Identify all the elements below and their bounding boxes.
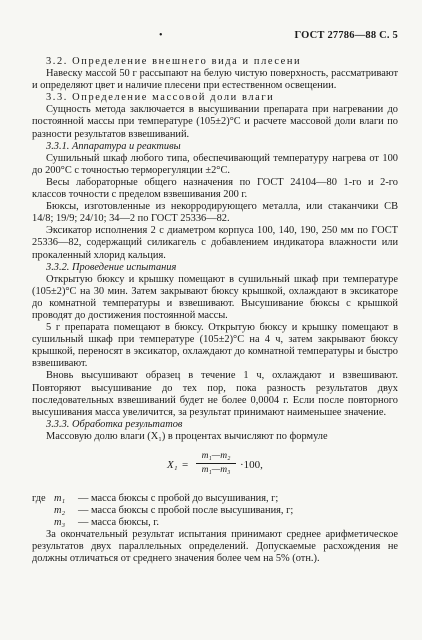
formula-multiplier: ·100, bbox=[240, 459, 263, 471]
section-3-3-2-p2: 5 г препарата помещают в бюксу. Открытую бюксу и крышку помещают в сушильный шкаф при температуре (105±2)°С на 4 ч, затем закрывают бюксу крышкой, переносят в эксикатор, охлаждают до комнатной температуры и быстро взвешивают. bbox=[32, 322, 398, 370]
definition-row bbox=[32, 517, 398, 529]
section-3-3-1-title: 3.3.1. Аппаратура и реактивы bbox=[46, 140, 181, 152]
formula-denominator: m₁—m₃ bbox=[201, 465, 231, 475]
section-3-3-title: 3.3. Определение массовой доли влаги bbox=[46, 92, 275, 104]
definition-symbol: m₃ bbox=[54, 517, 66, 529]
section-3-3-1-p2: Весы лабораторные общего назначения по ГОСТ 24104—80 1-го и 2-го классов точности с пределом взвешивания 200 г. bbox=[32, 176, 398, 201]
section-3-3-1-p3: Бюксы, изготовленные из некорродирующего металла, или стаканчики СВ 14/8; 19/9; 24/10; 34—2 по ГОСТ 25336—82. bbox=[32, 201, 398, 225]
definition-symbol: m₂ bbox=[54, 505, 66, 517]
section-3-3-3-title: 3.3.3. Обработка результатов bbox=[46, 418, 183, 430]
fraction-bar bbox=[196, 463, 236, 464]
formula-fraction bbox=[196, 451, 236, 476]
section-3-3-text: Сущность метода заключается в высушивании препарата при нагревании до постоянной массы при температуре (105±2)°С и расчете массовой доли влаги по разности результатов взвешиваний. bbox=[32, 104, 398, 140]
definition-text: — масса бюксы с пробой до высушивания, г; bbox=[78, 493, 279, 504]
section-3-3-3-final: За окончательный результат испытания принимают среднее арифметическое результатов двух параллельных определений. Допускаемые расхождения не должны отличаться от среднего значения более чем на 5% (отн.). bbox=[32, 529, 398, 565]
section-3-2-text: Навеску массой 50 г рассыпают на белую чистую поверхность, рассматривают и определяют цвет и наличие плесени при естественном освещении. bbox=[32, 68, 398, 92]
header-title: ГОСТ 27786—88 С. 5 bbox=[294, 30, 398, 41]
page-header bbox=[0, 30, 422, 44]
section-3-3-2-p3: Вновь высушивают образец в течение 1 ч, охлаждают и взвешивают. Повторяют высушивание до тех пор, пока разность результатов двух последовательных взвешиваний будет не более 0,0004 г. Если после повторного высушивания масса увеличится, за результат принимают наименьшее значение. bbox=[32, 370, 398, 418]
definition-row bbox=[32, 493, 398, 505]
formula-equals: = bbox=[182, 459, 189, 471]
definition-text: — масса бюксы с пробой после высушивания, г; bbox=[78, 505, 294, 517]
document-body bbox=[32, 56, 398, 566]
definition-text: — масса бюксы, г. bbox=[78, 517, 159, 529]
section-3-3-2-title: 3.3.2. Проведение испытания bbox=[46, 261, 177, 273]
section-3-3-1-p1: Сушильный шкаф любого типа, обеспечивающий температуру нагрева от 100 до 200°С с точностью терморегуляции ±2°С. bbox=[32, 152, 398, 176]
section-3-3-1-p4: Эксикатор исполнения 2 с диаметром корпуса 100, 140, 190, 250 мм по ГОСТ 25336—82, содержащий силикагель с добавлением индикатора влажности или прокаленный хлорид кальция. bbox=[32, 225, 398, 261]
section-3-3-2-p1: Открытую бюксу и крышку помещают в сушильный шкаф при температуре (105±2)°С на 30 мин. Затем закрывают бюксу крышкой, охлаждают в эксикаторе до комнатной температуры и взвешивают. Высушивание бюксы с крышкой проводят до достижения постоянной массы. bbox=[32, 273, 398, 321]
formula-numerator: m₁—m₂ bbox=[201, 451, 231, 461]
moisture-formula bbox=[32, 447, 398, 491]
header-mark: • bbox=[159, 30, 163, 41]
definition-row bbox=[32, 505, 398, 517]
formula-lhs: X₁ bbox=[167, 459, 178, 471]
section-3-2-title: 3.2. Определение внешнего вида и плесени bbox=[46, 56, 302, 67]
definition-symbol: m₁ bbox=[54, 493, 66, 504]
section-3-3-3-p1: Массовую долю влаги (X₁) в процентах вычисляют по формуле bbox=[46, 430, 328, 442]
definition-label: где bbox=[32, 493, 46, 504]
